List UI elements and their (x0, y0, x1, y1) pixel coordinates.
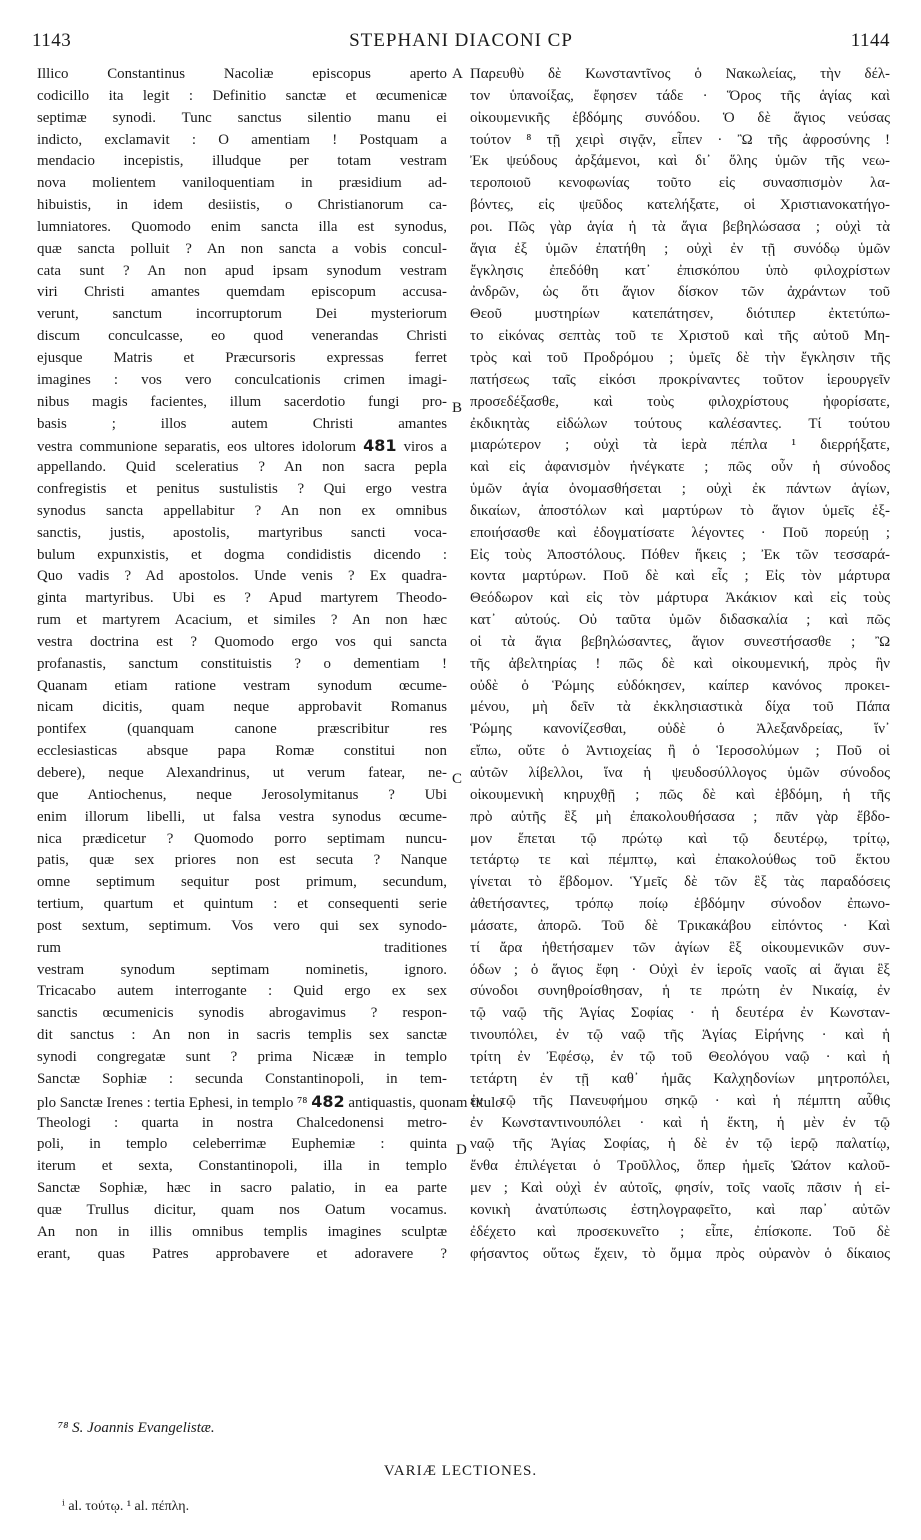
latin-line: nica prædicetur ? Quomodo porro septimam nuncu- (37, 830, 447, 847)
greek-line: ροι. Πῶς γὰρ ἁγία ἡ τὰ ἅγια βεβηλώσασα ; οὐχὶ τὰ (470, 218, 890, 235)
greek-line: ἐκδικητὰς εἰδώλων τούτους καλέσαντες. Τί τούτου (470, 415, 890, 432)
latin-line: Illico Constantinus Nacoliæ episcopus aperto (37, 66, 447, 82)
latin-line-text: vestra communione separatis, eos ultores idolorum (37, 439, 357, 456)
greek-line: Ἐκ ψεύδους ἀρξάμενοι, καὶ δι᾽ ὅλης ὑμῶν τῆς νεω- (470, 153, 890, 170)
greek-line: εἴπω, οὔτε ὁ Ἀντιοχείας ἢ ὁ Ἱεροσολύμων ; Ποῦ οἱ (470, 743, 890, 760)
latin-line: An non in illis omnibus templis imagines sculptæ (37, 1223, 447, 1240)
latin-line: Quo vadis ? Ad apostolos. Unde venis ? Ex quadra- (37, 568, 447, 585)
greek-line: πατήσεως ταῖς εἰκόσι προκρίναντες τοῦτον ἱερουργεῖν (470, 371, 890, 388)
latin-line: synodi congregatæ sunt ? prima Nicææ in templo (37, 1048, 447, 1065)
latin-line: verunt, sanctum incorruptorum Dei mysteriorum (37, 306, 447, 323)
greek-line: τετάρτῳ τε καὶ πέμπτῳ, καὶ ἐπακολούθως τοῦ ἕκτου (470, 852, 890, 869)
greek-line: προσεδέξασθε, καὶ τοὺς φιλοχρίστους ἠφορίσατε, (470, 393, 890, 410)
greek-line: οἰκουμενικὴ κηρυχθῇ ; πῶς δὲ καὶ ἑβδόμη, ἡ τῆς (470, 786, 890, 803)
greek-line: μον ἕπεται τῷ πρώτῳ καὶ τῷ δευτέρῳ, τρίτῳ, (470, 830, 890, 847)
latin-line: hibuistis, in idem desiistis, o Christianorum ca- (37, 197, 447, 214)
page-header (32, 30, 890, 60)
footnote: ⁷⁸ S. Joannis Evangelistæ. (58, 1420, 215, 1436)
latin-line: Sanctæ Sophiæ : secunda Constantinopoli, in tem- (37, 1070, 447, 1087)
greek-line: τον ὑπανοίξας, ἔφησεν τάδε · Ὅρος τῆς ἁγίας καὶ (470, 87, 890, 104)
latin-line: ecclesiasticas absque papa Romæ constitui non (37, 743, 447, 760)
latin-line: septimæ synodi. Tunc sanctus silentio manu ei (37, 109, 447, 126)
latin-line: enim illorum libelli, ut falsa vestra synodus œcume- (37, 808, 447, 825)
greek-line: τρίτη ἐν Ἐφέσῳ, ἐν τῷ τοῦ Θεολόγου ναῷ · καὶ ἡ (470, 1048, 890, 1065)
running-title: STEPHANI DIACONI CP (349, 30, 573, 51)
column-number-right: 1144 (850, 30, 890, 51)
greek-line: εποιήσασθε καὶ ἐδογματίσατε λέγοντες · Ποῦ πορεύῃ ; (470, 524, 890, 541)
latin-line: omne septimum sequitur post primum, secundum, (37, 874, 447, 891)
greek-line: αὐτῶν λίβελλοι, ἵνα ἡ ψευδοσύλλογος ὑμῶν σύνοδος (470, 765, 890, 781)
latin-line: patis, quæ sex priores non est secuta ? Nanque (37, 852, 447, 869)
latin-line: profanastis, sanctum constituistis ? o dementiam ! (37, 655, 447, 672)
latin-line: nicam dicitis, quam neque approbavit Romanus (37, 699, 447, 716)
latin-line: post sextum, septimum. Vos vero qui sex synodo- (37, 917, 447, 934)
greek-line: τινουπόλει, ἐν τῷ ναῷ τῆς Ἁγίας Εἰρήνης · καὶ ἡ (470, 1027, 890, 1044)
greek-line: ὑμῶν ἁγία ὀνομασθήσεται ; οὐχὶ ἐκ πάντων ἁγίων, (470, 481, 890, 498)
marginal-page-number: 481 (363, 436, 397, 456)
latin-line: Sanctæ Sophiæ, hæc in sacro palatio, in ea parte (37, 1180, 447, 1197)
margin-letter-a: A (452, 66, 463, 82)
greek-line: ἔνθα ἐπιλέγεται ὁ Τροῦλλος, ὅπερ ἡμεῖς Ὠάτον καλοῦ- (470, 1158, 890, 1175)
latin-line: sanctis, justis, apostolis, martyribus sancti voca- (37, 524, 447, 541)
latin-line: lumniatores. Quomodo enim sancta illa est synodus, (37, 218, 447, 235)
latin-line: appellando. Quid sceleratius ? An non sacra pepla (37, 459, 447, 476)
latin-line: bulum expunxistis, et dogma condidistis dicendo : (37, 546, 447, 563)
latin-line: rum traditiones (37, 939, 447, 956)
latin-line: tertium, quartum et quintum : et consequenti serie (37, 896, 447, 913)
latin-line: quæ Trullus dicitur, quam nos Oatum vocamus. (37, 1201, 447, 1218)
greek-line: ἐν Κωνσταντινουπόλει · καὶ ἡ ἕκτη, ἡ μὲν ἐν τῷ (470, 1114, 890, 1131)
latin-line: Theologi : quarta in nostra Chalcedonensi metro- (37, 1114, 447, 1131)
latin-line: dit sanctus : An non in sacris templis sex sanctæ (37, 1027, 447, 1044)
latin-line: erant, quas Patres approbavere et adoravere ? (37, 1245, 447, 1262)
margin-letter-c: C (452, 771, 463, 787)
latin-line-text: antiquastis, quonam titulo (348, 1094, 503, 1111)
greek-line: τεροποιοῦ κενοφωνίας τοῦτο εἰς συνασπισμὸν λα- (470, 175, 890, 192)
greek-line: μάσατε, ἀπορῶ. Τοῦ δὲ Τρικακάβου εἰπόντος · Καὶ (470, 917, 890, 934)
greek-line: φήσαντος οὕτως ἔχειν, τὸ ὄμμα πρὸς οὐρανὸν ὁ δίκαιος (470, 1245, 890, 1262)
greek-line: ἐν τῷ τῆς Πανευφήμου σηκῷ · καὶ ἡ πέμπτη αὖθις (470, 1092, 890, 1109)
latin-line: pontifex (quanquam canone præscribitur res (37, 721, 447, 738)
marginal-page-number: 482 (311, 1091, 345, 1111)
latin-line: iterum et sexta, Constantinopoli, illa in templo (37, 1158, 447, 1175)
greek-line: γίνεται τὸ ἕβδομον. Ὑμεῖς δὲ τῶν ἓξ τὰς παραδόσεις (470, 874, 890, 891)
latin-line-text: viros a (403, 439, 447, 456)
greek-line: κατ᾽ αὐτούς. Οὐ ταῦτα ὑμῶν διδασκαλία ; καὶ πῶς (470, 612, 890, 629)
greek-line: τετάρτη ἐν τῇ καθ᾽ ἡμᾶς Καλχηδονίων μητροπόλει, (470, 1070, 890, 1087)
greek-line: ἅγια ἐξ ὑμῶν ἐπατήθη ; οὐχὶ ἐν τῇ συνόδῳ ὑμῶν (470, 240, 890, 257)
greek-line: μιαρώτερον ; οὐχὶ τὰ ἱερὰ πέπλα ¹ διερρήξατε, (470, 437, 890, 454)
greek-line: ἀθετήσαντες, τρόπῳ ποίῳ ἑβδόμην σύνοδον ἐπωνο- (470, 896, 890, 913)
latin-line: Tricacabo autem interrogante : Quid ergo ex sex (37, 983, 447, 1000)
latin-line: nova molientem vaniloquentiam in præsidium ad- (37, 175, 447, 192)
greek-line: μένου, μὴ δεῖν τὰ ἐκκλησιαστικὰ δίχα τοῦ Πάπα (470, 699, 890, 716)
latin-line-text: plo Sanctæ Irenes : tertia Ephesi, in templo ⁷⁸ (37, 1094, 308, 1111)
latin-line: vestra doctrina est ? Quomodo ergo vos qui sancta (37, 633, 447, 650)
greek-line: δικαίων, ἀποστόλων καὶ μαρτύρων τὸ ἅγιον ὑμεῖς ἐξ- (470, 502, 890, 519)
greek-line: κοντα μαρτύρων. Ποῦ δὲ καὶ εἶς ; Εἰς τὸν μάρτυρα (470, 568, 890, 585)
latin-line: imagines : vos vero conculcationis crimen imagi- (37, 371, 447, 388)
greek-line: οὐδὲ ὁ Ῥώμης εὐδόκησεν, καίπερ κανόνος προκει- (470, 677, 890, 694)
greek-column (470, 64, 890, 1265)
greek-line: καὶ εἰς ἀφανισμὸν ἠνέγκατε ; πῶς οὖν ἡ σύνοδος (470, 459, 890, 476)
greek-line: ἐδέχετο καὶ προσεκυνεῖτο ; εἶπε, ἐπίσκοπε. Τοῦ δὲ (470, 1223, 890, 1240)
latin-line: que Antiochenus, neque Jerosolymitanus ? Ubi (37, 786, 447, 803)
greek-line: κονικὴ ἀνατύπωσις ἐστηλογραφεῖτο, καὶ παρ᾽ αὐτῶν (470, 1201, 890, 1218)
variae-lectiones-text: ⁱ al. τούτῳ. ¹ al. πέπλη. (62, 1499, 190, 1514)
greek-line: μεν ; Καὶ οὐχὶ ἐν αὐτοῖς, φησίν, τοῖς ναοῖς πᾶσιν ἡ εἰ- (470, 1180, 890, 1197)
latin-line: ejusque Matris et Præcursoris expressas ferret (37, 349, 447, 366)
column-number-left: 1143 (32, 30, 72, 51)
greek-line: σύνοδοι συνηθροίσθησαν, ἡ τε πρώτη ἐν Νικαίᾳ, ἐν (470, 983, 890, 1000)
latin-line: nibus magis facientes, illum sacerdotio fungi pro- (37, 393, 447, 410)
greek-line: οἱ τὰ ἅγια βεβηλώσαντες, ἅγιον συνεστήσασθε ; Ὢ (470, 633, 890, 650)
variae-lectiones-heading: VARIÆ LECTIONES. (383, 1463, 538, 1479)
greek-line: πρὸ αὐτῆς ἓξ μὴ ἐπακολουθήσασα ; πᾶν γὰρ ἕβδο- (470, 808, 890, 825)
greek-line: ναῷ τῆς Ἁγίας Σοφίας, ἡ δὲ ἐν τῷ ἱερῷ παλατίῳ, (470, 1136, 890, 1153)
latin-line (37, 435, 447, 457)
latin-line: cata sunt ? An non apud ipsam synodum vestram (37, 262, 447, 279)
latin-line: codicillo ita legit : Definitio sanctæ et œcumenicæ (37, 87, 447, 104)
greek-line: Παρευθὺ δὲ Κωνσταντῖνος ὁ Νακωλείας, τὴν δέλ- (470, 66, 890, 82)
greek-line: Θεοῦ μυστηρίων κατεπάτησεν, διότιπερ ἐκτετύπω- (470, 306, 890, 323)
latin-line: discum conculcasse, eo quod venerandas Christi (37, 328, 447, 345)
greek-line: τῆς ἀβελτηρίας ! πῶς δὲ καὶ οἰκουμενική, πρὸς ἣν (470, 655, 890, 672)
latin-line: debere), neque Alexandrinus, ut verum fatear, ne- (37, 765, 447, 781)
latin-line: mendacio incepistis, illudque per totam vestram (37, 153, 447, 170)
greek-line: τούτον ⁸ τῇ χειρὶ σιγᾷν, εἶπεν · Ὢ τῆς ἀφροσύνης ! (470, 131, 890, 148)
greek-line: τί ἄρα ἠθετήσαμεν τῶν ἁγίων ἓξ οἰκουμενικῶν συν- (470, 939, 890, 956)
greek-line: ἔγκλησις ἐπεδόθη κατ᾽ ἐπισκόπου ὑπὸ φιλοχρίστων (470, 262, 890, 279)
latin-line: ginta martyribus. Ubi es ? Apud martyrem Theodo- (37, 590, 447, 607)
greek-line: όδων ; ὁ ἅγιος ἔφη · Οὐχὶ ἐν ἱεροῖς ναοῖς αἱ ἅγιαι ἓξ (470, 961, 890, 978)
greek-line: το εἰκόνας σεπτὰς τοῦ τε Χριστοῦ καὶ τῆς αὐτοῦ Μη- (470, 328, 890, 345)
greek-line: οἰκουμενικῆς ἑβδόμης συνόδου. Ὁ δὲ ἅγιος νεύσας (470, 109, 890, 126)
greek-line: τρὸς καὶ τοῦ Προδρόμου ; ὑμεῖς δὲ τὴν ἔγκλησιν τῆς (470, 349, 890, 366)
latin-line: Quanam etiam ratione vestram synodum œcume- (37, 677, 447, 694)
greek-line: ἀνδρῶν, ὡς ὅτι ἅγιον δίσκον τῶν ἀχράντων τοῦ (470, 284, 890, 301)
margin-letter-d: D (456, 1142, 467, 1158)
greek-line: Εἰς τοὺς Ἀποστόλους. Πόθεν ἥκεις ; Ἐκ τῶν τεσσαρά- (470, 546, 890, 563)
latin-line: quæ sancta polluit ? An non sancta a vobis concul- (37, 240, 447, 257)
greek-line: βόντες, εἰς ψεῦδος κατελήξατε, οἱ Χριστιανοκατήγο- (470, 197, 890, 214)
greek-line: τῷ ναῷ τῆς Ἁγίας Σοφίας · ἡ δευτέρα ἐν Κωνσταν- (470, 1005, 890, 1022)
latin-line: vestram synodum septimam nominetis, ignoro. (37, 961, 447, 978)
greek-line: Θεόδωρον καὶ εἰς τὸν μάρτυρα Ἀκάκιον καὶ εἰς τοὺς (470, 590, 890, 607)
latin-line: synodus sancta appellabitur ? An non ex omnibus (37, 502, 447, 519)
margin-letter-b: B (452, 400, 463, 416)
latin-line: basis ; illos autem Christi amantes (37, 415, 447, 432)
greek-line: Ῥώμης κανονίζεσθαι, οὐδὲ ὁ Ἀλεξανδρείας, ἵν᾽ (470, 721, 890, 738)
latin-line: sanctis œcumenicis synodis abrogavimus ? respon- (37, 1005, 447, 1022)
latin-line: rum et martyrem Acacium, et similes ? An non hæc (37, 612, 447, 629)
latin-line: indicto, exclamavit : O amentiam ! Postquam a (37, 131, 447, 148)
latin-line: viri Christi amantes quemdam episcopum accusa- (37, 284, 447, 301)
latin-line: poli, in templo celeberrimæ Euphemiæ : quinta (37, 1136, 447, 1153)
latin-line (37, 1091, 503, 1113)
latin-column (37, 64, 503, 1265)
latin-line: confregistis et penitus sustulistis ? Qui ergo vestra (37, 481, 447, 498)
